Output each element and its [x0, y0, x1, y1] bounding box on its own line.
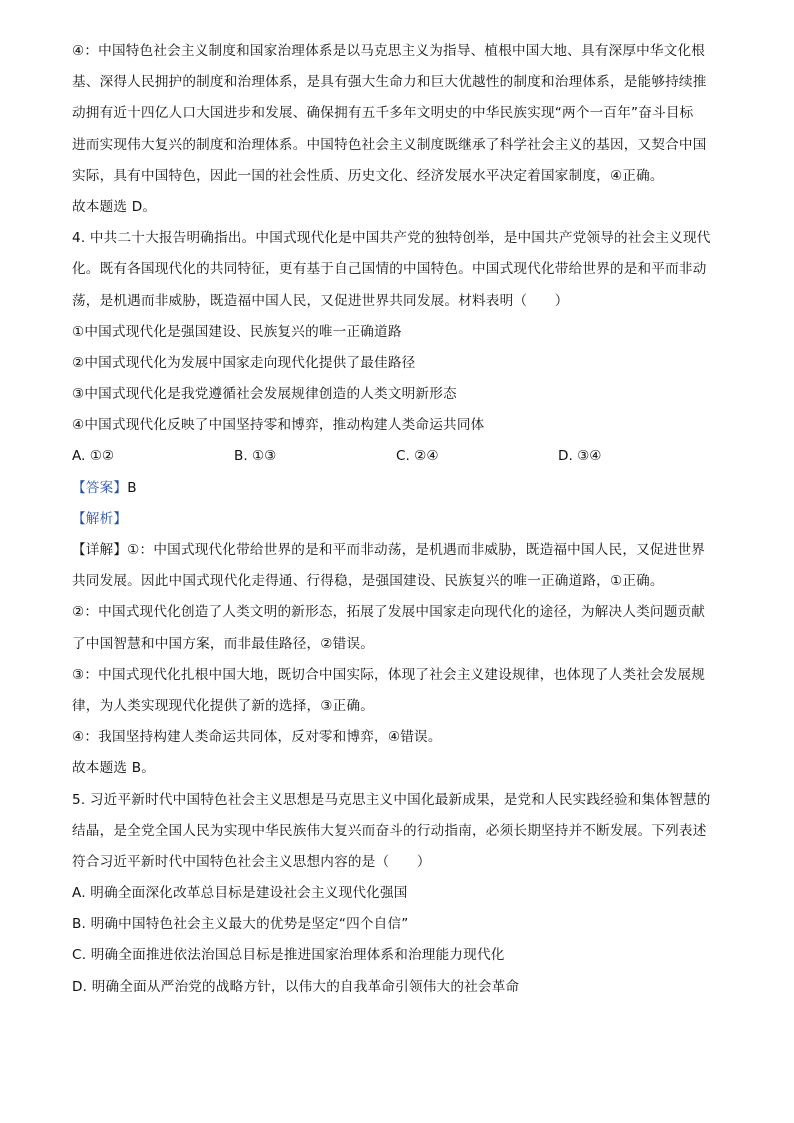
answer-label: 【答案】: [72, 479, 128, 496]
q5-option-b: B. 明确中国特色社会主义最大的优势是坚定“四个自信”: [72, 916, 409, 933]
q4-statement-4: ④中国式现代化反映了中国坚持零和博弈，推动构建人类命运共同体: [72, 417, 485, 434]
text-line: 基、深得人民拥护的制度和治理体系，是具有强大生命力和巨大优越性的制度和治理体系，是能够持续推: [72, 74, 707, 91]
analysis-label: 【解析】: [72, 510, 128, 527]
q4-option-a: A. ①②: [72, 448, 115, 465]
q5-stem-line: 符合习近平新时代中国特色社会主义思想内容的是（ ）: [72, 853, 431, 870]
q5-option-a: A. 明确全面深化改革总目标是建设社会主义现代化强国: [72, 885, 408, 902]
question-4: [72, 223, 726, 784]
q4-detail-line: ④：我国坚持构建人类命运共同体，反对零和博弈，④错误。: [72, 729, 442, 746]
text-line: 进而实现伟大复兴的制度和治理体系。中国特色社会主义制度既继承了科学社会主义的基因，又契合中国: [72, 136, 707, 153]
text-line: 动拥有近十四亿人口大国进步和发展、确保拥有五千多年文明史的中华民族实现“两个一百年”奋斗目标: [72, 105, 694, 122]
q5-option-c: C. 明确全面推进依法治国总目标是推进国家治理体系和治理能力现代化: [72, 947, 505, 964]
q4-detail-line: ③：中国式现代化扎根中国大地，既切合中国实际，体现了社会主义建设规律，也体现了人类社会发展规: [72, 666, 706, 683]
q3-conclusion: 故本题选 D。: [72, 198, 157, 215]
q4-option-b: B. ①③: [234, 448, 277, 465]
q5-option-d: D. 明确全面从严治党的战略方针，以伟大的自我革命引领伟大的社会革命: [72, 978, 520, 995]
q4-stem-line: 化。既有各国现代化的共同特征，更有基于自己国情的中国特色。中国式现代化带给世界的是和平而非动: [72, 261, 707, 278]
q4-detail-line: ②：中国式现代化创造了人类文明的新形态，拓展了发展中国家走向现代化的途径，为解决人类问题贡献: [72, 604, 706, 621]
document-page: [72, 36, 726, 1003]
q4-stem-line: 4. 中共二十大报告明确指出。中国式现代化是中国共产党的独特创举，是中国共产党领导的社会主义现代: [72, 230, 711, 247]
answer-value: B: [127, 479, 137, 496]
text-line: ④：中国特色社会主义制度和国家治理体系是以马克思主义为指导、植根中国大地、具有深厚中华文化根: [72, 43, 706, 59]
q5-stem-line: 5. 习近平新时代中国特色社会主义思想是马克思主义中国化最新成果，是党和人民实践经验和集体智慧的: [72, 791, 711, 808]
q4-statement-3: ③中国式现代化是我党遵循社会发展规律创造的人类文明新形态: [72, 386, 457, 403]
q4-options: [72, 441, 726, 472]
q4-detail-line: 律，为人类实现现代化提供了新的选择，③正确。: [72, 697, 375, 714]
q4-option-c: C. ②④: [396, 448, 439, 465]
q4-statement-2: ②中国式现代化为发展中国家走向现代化提供了最佳路径: [72, 354, 416, 371]
q4-statement-1: ①中国式现代化是强国建设、民族复兴的唯一正确道路: [72, 323, 402, 340]
q4-option-d: D. ③④: [558, 448, 602, 465]
q4-detail-line: 了中国智慧和中国方案，而非最佳路径，②错误。: [72, 635, 375, 652]
text-line: 实际，具有中国特色，因此一国的社会性质、历史文化、经济发展水平决定着国家制度，④正确。: [72, 167, 664, 184]
q3-explanation-tail: [72, 36, 726, 223]
q4-answer: [72, 473, 726, 504]
q4-analysis-heading: [72, 504, 726, 535]
q4-stem-line: 荡，是机遇而非威胁，既造福中国人民，又促进世界共同发展。材料表明（ ）: [72, 292, 569, 309]
q4-detail-line: 共同发展。因此中国式现代化走得通、行得稳，是强国建设、民族复兴的唯一正确道路，①正确。: [72, 573, 664, 590]
q4-detail-line: 【详解】①：中国式现代化带给世界的是和平而非动荡，是机遇而非威胁，既造福中国人民，又促进世界: [72, 542, 706, 558]
question-5: [72, 785, 726, 1003]
q5-stem-line: 结晶，是全党全国人民为实现中华民族伟大复兴而奋斗的行动指南，必须长期坚持并不断发展。下列表述: [72, 822, 707, 839]
q4-conclusion: 故本题选 B。: [72, 760, 156, 777]
